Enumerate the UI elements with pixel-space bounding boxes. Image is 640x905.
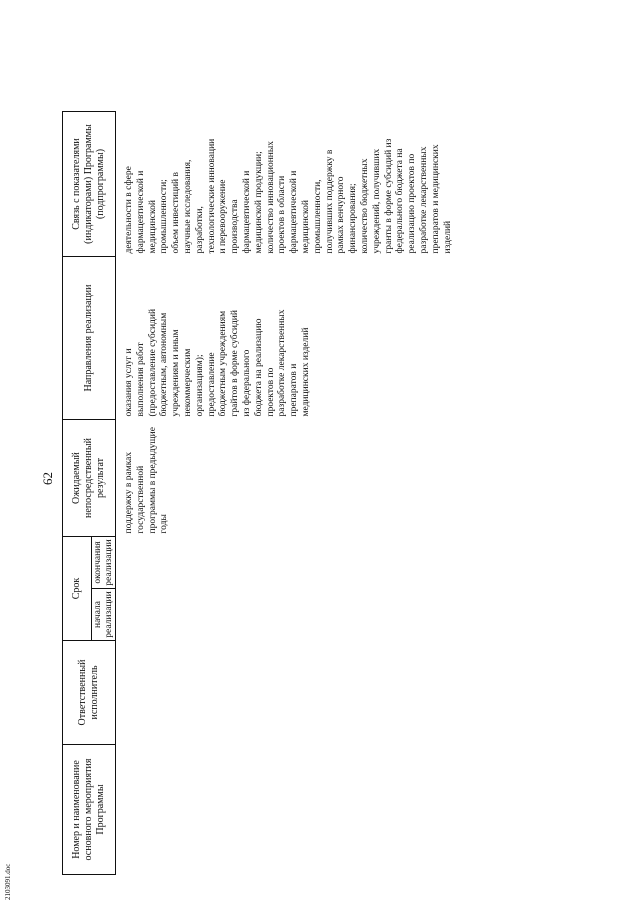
- header-directions: Направления реализации: [63, 257, 116, 420]
- cell-expected-result: поддержку в рамках государственной программы в предыдущие годы: [124, 427, 170, 534]
- cell-directions: оказания услуг и выполнения работ (предоставление субсидий бюджетным, автономным учреждениям и иным некоммерческим организациям); предоставление бюджетным учреждениям грайтов в форме субсидий из федерального бюджета на реализацию проектов по разработке лекарственных препаратов и медицинских изделий: [124, 308, 311, 417]
- cell-term-start: [116, 589, 455, 641]
- header-responsible: Ответственный исполнитель: [63, 641, 116, 745]
- header-term: Срок: [63, 537, 92, 641]
- header-term-end: окончания реализации: [92, 537, 116, 589]
- cell-indicators-link: деятельности в сфере фармацевтической и медицинской промышленности; объем инвестиций в научные исследования, разработки, технологические инновации и перевооружение производства фармацевтической и медицинской продукции; количество инновационных проектов в области фармацевтической и медицинской промышленности, получивших поддержку в рамках венчурного финансирования; количество бюджетных учреждений, получивших гранты в форме субсидий из федерального бюджета на реализацию проектов по разработке лекарственных препаратов и медицинских изделий: [124, 138, 453, 254]
- document-id: 2103091.doc: [4, 863, 12, 900]
- cell-term-end: [116, 537, 455, 589]
- cell-responsible: [116, 641, 455, 745]
- header-measure-name: Номер и наименование основного мероприятия Программы: [63, 745, 116, 875]
- table-row: [116, 112, 455, 875]
- page-number: 62: [40, 472, 55, 485]
- cell-measure-name: [116, 745, 455, 875]
- program-measures-table: [62, 111, 454, 875]
- header-expected-result: Ожидаемый непосредственный результат: [63, 420, 116, 537]
- header-indicators-link: Связь с показателями (индикаторами) Программы (подпрограммы): [63, 112, 116, 257]
- header-term-start: начала реализации: [92, 589, 116, 641]
